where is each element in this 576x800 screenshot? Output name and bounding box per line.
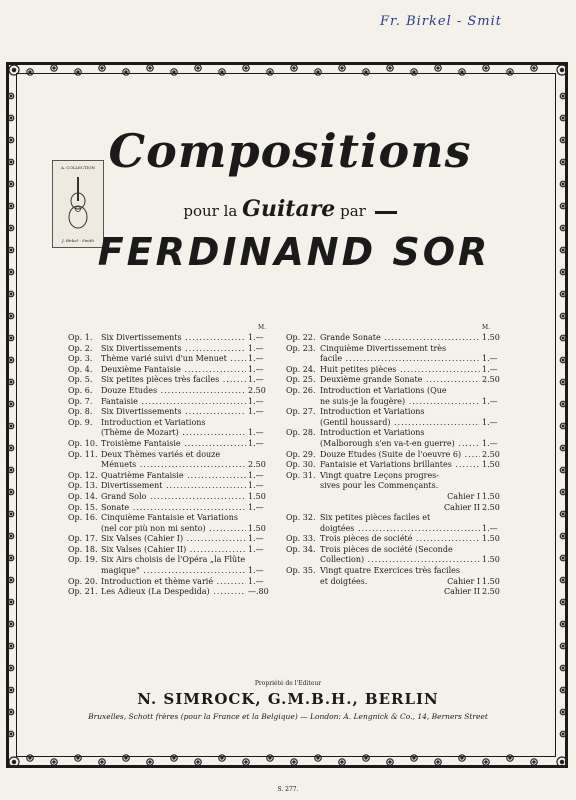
garland-flower-center: [341, 67, 343, 69]
work-row: [286, 577, 510, 588]
opus-number: Op. 30.: [286, 460, 316, 470]
garland-flower-center: [562, 403, 564, 405]
opus-number: Op. 11.: [68, 449, 98, 459]
garland-flower-center: [562, 359, 564, 361]
opus-number: Op. 18.: [68, 544, 98, 554]
work-row: [68, 460, 276, 471]
garland-flower-center: [10, 293, 12, 295]
opus-number: Op. 6.: [68, 385, 93, 395]
work-title: Introduction et Variations (Que: [320, 385, 447, 395]
work-row: [68, 375, 276, 386]
works-list-right: [286, 333, 510, 598]
price: 1.—: [248, 407, 264, 417]
garland-flower-center: [562, 381, 564, 383]
garland-flower-center: [10, 733, 12, 735]
price: 1.—: [248, 375, 264, 385]
opus-number: Op. 5.: [68, 375, 93, 385]
garland-flower-center: [562, 491, 564, 493]
work-row: [286, 407, 510, 418]
work-row: [286, 587, 510, 598]
work-row: [286, 545, 510, 556]
work-title: Introduction et Variations: [101, 417, 206, 427]
work-row: [68, 450, 276, 461]
work-title: Thème varié suivi d'un Menuet .....: [101, 354, 246, 365]
garland-flower-center: [562, 227, 564, 229]
garland-flower-center: [562, 601, 564, 603]
work-row: [68, 439, 276, 450]
garland-flower-center: [101, 761, 103, 763]
work-title: Trois pièces de société (Seconde: [320, 544, 453, 554]
garland-flower-center: [562, 139, 564, 141]
page-title: Compositions: [108, 124, 472, 178]
garland-flower-center: [10, 557, 12, 559]
price: 1.—: [482, 523, 498, 533]
price: 1.—: [248, 502, 264, 512]
garland-flower-center: [562, 535, 564, 537]
garland-flower-center: [461, 71, 463, 73]
publisher-agents: Bruxelles, Schott frères (pour la France et la Belgique) — London: A. Lengnick & Co., 14, Berners Street: [88, 712, 488, 721]
work-title: Introduction et Variations: [320, 428, 425, 438]
price: 1.—: [248, 396, 264, 406]
garland-flower-center: [10, 337, 12, 339]
garland-flower-center: [12, 68, 16, 72]
work-title: Six Valses (Cahier II) .....: [101, 545, 246, 556]
work-title: magique" .....: [101, 566, 246, 577]
opus-number: Op. 17.: [68, 534, 98, 544]
work-row: [68, 524, 276, 535]
opus-number: Op. 10.: [68, 438, 98, 448]
work-title: Six Divertissements .....: [101, 344, 246, 355]
garland-flower-center: [12, 760, 16, 764]
opus-number: Op. 31.: [286, 470, 316, 480]
work-title: Trois pièces de société .....: [320, 534, 480, 545]
garland-flower-center: [10, 491, 12, 493]
property-line: Propriété de l'Editeur: [254, 680, 322, 687]
work-title: Deuxième Fantaisie .....: [101, 365, 246, 376]
work-title: Introduction et Variations: [320, 407, 425, 417]
work-title: Troisième Fantaisie .....: [101, 439, 246, 450]
opus-number: Op. 27.: [286, 407, 316, 417]
garland-flower-center: [562, 447, 564, 449]
opus-number: Op. 20.: [68, 576, 98, 586]
opus-number: Op. 8.: [68, 407, 93, 417]
work-title: Fantaisie et Variations brillantes .....: [320, 460, 480, 471]
work-row: [68, 534, 276, 545]
price: 1.—: [482, 438, 498, 448]
work-row: [286, 492, 510, 503]
work-title: Divertissement .....: [101, 481, 246, 492]
price: 1.—: [248, 343, 264, 353]
garland-flower-center: [365, 71, 367, 73]
garland-flower-center: [221, 71, 223, 73]
garland-flower-center: [245, 761, 247, 763]
garland-flower-center: [562, 513, 564, 515]
work-row: [68, 587, 276, 598]
opus-number: Op. 23.: [286, 343, 316, 353]
publisher-name: N. SIMROCK, G.M.B.H., BERLIN: [137, 690, 439, 708]
work-title: Sonate .....: [101, 503, 246, 514]
garland-flower-center: [562, 95, 564, 97]
price: 1.—: [248, 534, 264, 544]
opus-number: Op. 19.: [68, 555, 98, 565]
garland-flower-center: [10, 645, 12, 647]
work-title: sives pour les Commençants.: [320, 481, 439, 491]
opus-number: Op. 2.: [68, 343, 93, 353]
price: 1.50: [482, 534, 500, 544]
garland-flower-center: [53, 761, 55, 763]
garland-flower-center: [197, 761, 199, 763]
garland-flower-center: [10, 513, 12, 515]
subtitle-instrument: Guitare: [242, 196, 336, 222]
work-row: [68, 365, 276, 376]
work-row: [286, 397, 510, 408]
garland-flower-center: [389, 67, 391, 69]
work-title: Ménuets .....: [101, 460, 246, 471]
owner-signature: Fr. Birkel - Smit: [380, 14, 502, 29]
subtitle: [160, 196, 420, 222]
work-title: facile .....: [320, 354, 480, 365]
price: 1.50: [482, 491, 500, 501]
price: 1.—: [248, 544, 264, 554]
work-row: [68, 397, 276, 408]
work-row: [286, 439, 510, 450]
work-title: Douze Etudes (Suite de l'oeuvre 6) .....: [320, 450, 480, 461]
garland-flower-center: [10, 579, 12, 581]
work-title: Cinquième Divertissement très: [320, 343, 447, 353]
garland-flower-center: [197, 67, 199, 69]
works-list-left: [68, 333, 276, 598]
opus-number: Op. 21.: [68, 587, 98, 597]
price: 1.50: [248, 523, 266, 533]
garland-flower-center: [562, 293, 564, 295]
garland-flower-center: [10, 447, 12, 449]
price: 2.50: [482, 587, 500, 597]
garland-flower-center: [413, 757, 415, 759]
garland-flower-center: [10, 95, 12, 97]
work-row: [68, 555, 276, 566]
work-row: [286, 460, 510, 471]
garland-flower-center: [562, 425, 564, 427]
work-title: Huit petites pièces .....: [320, 365, 480, 376]
volume-label: Cahier II: [443, 587, 480, 597]
work-row: [68, 545, 276, 556]
price: 2.50: [248, 460, 266, 470]
garland-flower-center: [77, 71, 79, 73]
work-title: Six Valses (Cahier I) .....: [101, 534, 246, 545]
work-title: Cinquième Fantaisie et Variations: [101, 513, 238, 523]
garland-flower-center: [562, 161, 564, 163]
garland-flower-center: [562, 579, 564, 581]
work-row: [68, 344, 276, 355]
garland-flower-center: [317, 757, 319, 759]
garland-flower-center: [10, 183, 12, 185]
opus-number: Op. 1.: [68, 333, 93, 342]
work-title: doigtées .....: [320, 524, 480, 535]
work-title: Fantaisie .....: [101, 397, 246, 408]
price: 1.—: [248, 364, 264, 374]
volume-label: Cahier I: [447, 576, 480, 586]
opus-number: Op. 12.: [68, 470, 98, 480]
work-row: [68, 354, 276, 365]
work-title: Vingt quatre Exercices très faciles: [320, 566, 460, 576]
currency-heading-left: M.: [258, 324, 267, 331]
garland-flower-center: [10, 381, 12, 383]
opus-number: Op. 34.: [286, 544, 316, 554]
work-row: [68, 333, 276, 344]
work-title: (Malborough s'en va-t-en guerre) .....: [320, 439, 480, 450]
garland-flower-center: [77, 757, 79, 759]
garland-flower-center: [125, 757, 127, 759]
work-row: [68, 566, 276, 577]
price: 2.50: [482, 502, 500, 512]
garland-flower-center: [485, 761, 487, 763]
opus-number: Op. 33.: [286, 534, 316, 544]
work-row: [286, 333, 510, 344]
opus-number: Op. 25.: [286, 375, 316, 385]
price: 1.50: [248, 491, 266, 501]
price: 1.—: [248, 470, 264, 480]
volume-label: Cahier I: [447, 491, 480, 501]
work-title: (Thème de Mozart) .....: [101, 428, 246, 439]
garland-flower-center: [485, 67, 487, 69]
garland-flower-center: [562, 117, 564, 119]
work-title: ne suis-je la fougère) .....: [320, 397, 480, 408]
work-row: [68, 418, 276, 429]
work-title: Vingt quatre Leçons progres-: [320, 470, 439, 480]
price: 1.—: [248, 354, 264, 364]
garland-flower-center: [293, 67, 295, 69]
work-title: Six petites pièces très faciles .....: [101, 375, 246, 386]
work-title: Douze Etudes .....: [101, 386, 246, 397]
opus-number: Op. 16.: [68, 513, 98, 523]
price: 1.—: [248, 566, 264, 576]
price: 2.50: [482, 375, 500, 385]
work-row: [286, 566, 510, 577]
opus-number: Op. 14.: [68, 491, 98, 501]
garland-flower-center: [10, 667, 12, 669]
garland-flower-center: [509, 71, 511, 73]
work-row: [286, 513, 510, 524]
garland-flower-center: [533, 67, 535, 69]
garland-flower-center: [562, 183, 564, 185]
work-row: [286, 354, 510, 365]
garland-flower-center: [10, 623, 12, 625]
stamp-top-text: A. COLLECTION: [60, 165, 96, 170]
opus-number: Op. 28.: [286, 428, 316, 438]
work-row: [68, 492, 276, 503]
garland-flower-center: [562, 315, 564, 317]
garland-flower-center: [10, 425, 12, 427]
garland-flower-center: [269, 71, 271, 73]
work-title: Quatrième Fantaisie .....: [101, 471, 246, 482]
work-title: Six Airs choisis de l'Opéra „la Flûte: [101, 555, 246, 565]
price: 2.50: [482, 449, 500, 459]
garland-flower-center: [10, 535, 12, 537]
opus-number: Op. 7.: [68, 396, 93, 406]
opus-number: Op. 22.: [286, 333, 316, 342]
work-title: Collection) .....: [320, 555, 480, 566]
work-row: [286, 344, 510, 355]
work-row: [286, 450, 510, 461]
garland-flower-center: [317, 71, 319, 73]
garland-flower-center: [29, 757, 31, 759]
garland-flower-center: [560, 68, 564, 72]
work-row: [286, 418, 510, 429]
work-row: [68, 513, 276, 524]
garland-flower-center: [101, 67, 103, 69]
work-title: Six Divertissements .....: [101, 407, 246, 418]
price: 1.—: [482, 417, 498, 427]
work-title: Grand Solo .....: [101, 492, 246, 503]
garland-flower-center: [29, 71, 31, 73]
garland-flower-center: [245, 67, 247, 69]
garland-flower-center: [341, 761, 343, 763]
work-title: Deuxième grande Sonate .....: [320, 375, 480, 386]
garland-flower-center: [10, 227, 12, 229]
price: 1.50: [482, 576, 500, 586]
garland-flower-center: [562, 337, 564, 339]
work-row: [286, 428, 510, 439]
garland-flower-center: [10, 601, 12, 603]
garland-flower-center: [173, 71, 175, 73]
opus-number: Op. 35.: [286, 566, 316, 576]
garland-flower-center: [10, 205, 12, 207]
garland-flower-center: [562, 733, 564, 735]
work-row: [68, 577, 276, 588]
garland-flower-center: [413, 71, 415, 73]
price: 1.50: [482, 460, 500, 470]
garland-flower-center: [562, 205, 564, 207]
garland-flower-center: [125, 71, 127, 73]
garland-flower-center: [173, 757, 175, 759]
subtitle-pour-la: pour la: [183, 202, 238, 220]
price: 1.—: [482, 354, 498, 364]
opus-number: Op. 15.: [68, 502, 98, 512]
work-title: et doigtées.: [320, 576, 368, 586]
work-title: Introduction et thème varié .....: [101, 577, 246, 588]
garland-flower-center: [10, 139, 12, 141]
composer-name: FERDINAND SOR: [97, 230, 491, 274]
price: 1.—: [248, 333, 264, 342]
garland-flower-center: [509, 757, 511, 759]
plate-number: S. 277.: [277, 786, 299, 793]
garland-flower-center: [562, 557, 564, 559]
work-row: [286, 386, 510, 397]
garland-flower-center: [461, 757, 463, 759]
price: 2.50: [248, 385, 266, 395]
work-row: [68, 386, 276, 397]
work-row: [68, 407, 276, 418]
work-row: [286, 375, 510, 386]
garland-flower-center: [53, 67, 55, 69]
work-row: [68, 503, 276, 514]
price: 1.—: [248, 438, 264, 448]
work-row: [286, 534, 510, 545]
garland-flower-center: [149, 761, 151, 763]
price: 1.—: [248, 481, 264, 491]
currency-heading-right: M.: [482, 324, 491, 331]
garland-flower-center: [562, 623, 564, 625]
subtitle-par: par: [340, 202, 366, 220]
garland-flower-center: [10, 469, 12, 471]
work-title: Grande Sonate .....: [320, 333, 480, 344]
opus-number: Op. 29.: [286, 449, 316, 459]
garland-flower-center: [149, 67, 151, 69]
work-row: [286, 524, 510, 535]
price: 1.—: [248, 576, 264, 586]
opus-number: Op. 4.: [68, 364, 93, 374]
garland-flower-center: [221, 757, 223, 759]
work-row: [286, 503, 510, 514]
garland-flower-center: [437, 67, 439, 69]
price: 1.50: [482, 333, 500, 342]
work-row: [68, 428, 276, 439]
garland-flower-center: [10, 117, 12, 119]
price: 1.50: [482, 555, 500, 565]
opus-number: Op. 24.: [286, 364, 316, 374]
stamp-bottom-text: J. Birkel - Smith: [62, 238, 94, 243]
work-title: (nel cor più non mi sento) .....: [101, 524, 246, 535]
opus-number: Op. 3.: [68, 354, 93, 364]
price: 1.—: [482, 396, 498, 406]
price: 1.—: [482, 364, 498, 374]
opus-number: Op. 13.: [68, 481, 98, 491]
garland-flower-center: [562, 271, 564, 273]
work-row: [286, 481, 510, 492]
garland-flower-center: [10, 315, 12, 317]
work-title: Deux Thèmes variés et douze: [101, 449, 221, 459]
garland-flower-center: [10, 161, 12, 163]
garland-flower-center: [562, 469, 564, 471]
work-row: [68, 471, 276, 482]
work-row: [286, 555, 510, 566]
work-title: Six Divertissements .....: [101, 333, 246, 344]
garland-flower-center: [10, 271, 12, 273]
garland-flower-center: [562, 645, 564, 647]
work-title: (Gentil houssard) .....: [320, 418, 480, 429]
garland-flower-center: [293, 761, 295, 763]
garland-flower-center: [269, 757, 271, 759]
work-row: [286, 471, 510, 482]
opus-number: Op. 9.: [68, 417, 93, 427]
opus-number: Op. 32.: [286, 513, 316, 523]
garland-flower-center: [389, 761, 391, 763]
price: 1.—: [248, 428, 264, 438]
garland-flower-center: [562, 249, 564, 251]
garland-flower-center: [10, 249, 12, 251]
garland-flower-center: [437, 761, 439, 763]
work-title: Six petites pièces faciles et: [320, 513, 431, 523]
work-row: [286, 365, 510, 376]
price: —.80: [248, 587, 269, 597]
opus-number: Op. 26.: [286, 385, 316, 395]
work-title: Les Adieux (La Despedida) .....: [101, 587, 246, 598]
decorative-dash: [375, 211, 397, 214]
volume-label: Cahier II: [443, 502, 480, 512]
garland-flower-center: [560, 760, 564, 764]
work-row: [68, 481, 276, 492]
garland-flower-center: [533, 761, 535, 763]
garland-flower-center: [10, 359, 12, 361]
garland-flower-center: [365, 757, 367, 759]
garland-flower-center: [562, 667, 564, 669]
garland-flower-center: [10, 403, 12, 405]
